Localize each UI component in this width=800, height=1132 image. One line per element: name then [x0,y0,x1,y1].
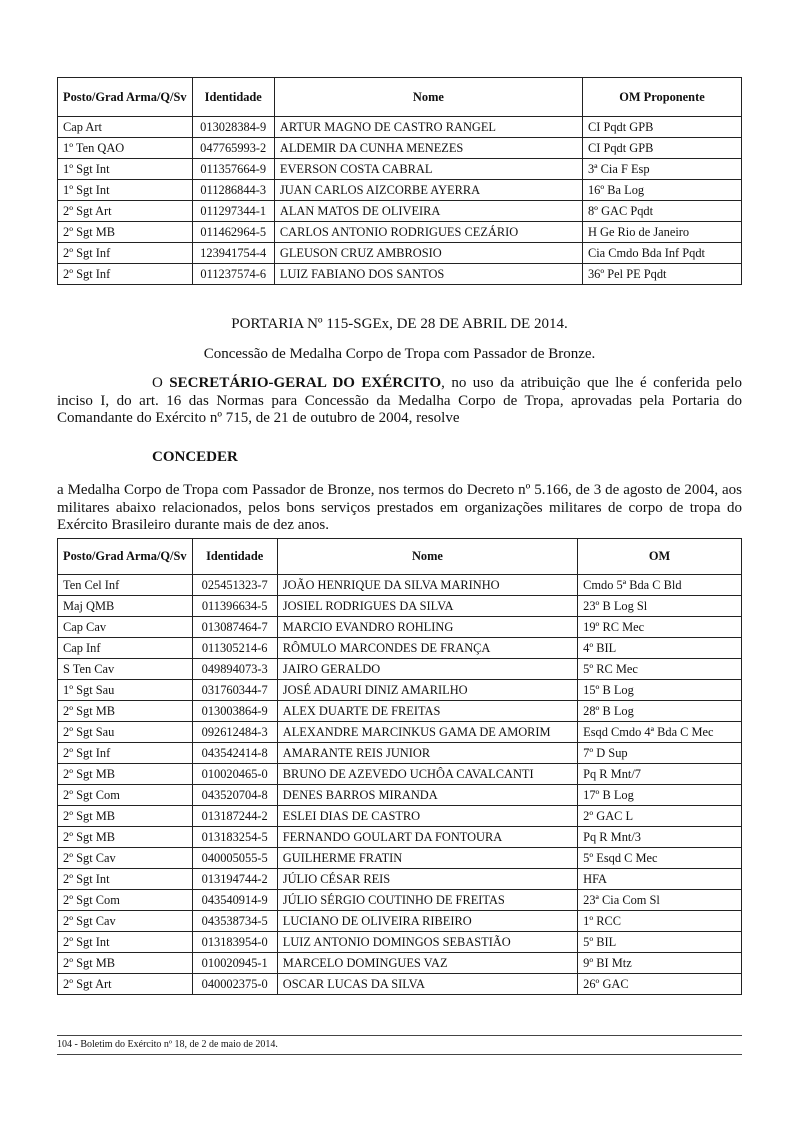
table-row [58,264,742,285]
recipients-table [57,538,742,995]
cell-identidade: 040005055-5 [192,848,277,869]
cell-identidade: 010020465-0 [192,764,277,785]
cell-nome: JUAN CARLOS AIZCORBE AYERRA [274,180,582,201]
table-row [58,974,742,995]
cell-identidade: 011305214-6 [192,638,277,659]
col-header-posto: Posto/Grad Arma/Q/Sv [58,78,193,117]
table-row [58,701,742,722]
cell-identidade: 049894073-3 [192,659,277,680]
cell-om: 7º D Sup [578,743,742,764]
cell-om: 2º GAC L [578,806,742,827]
cell-nome: LUIZ FABIANO DOS SANTOS [274,264,582,285]
cell-om: 5º RC Mec [578,659,742,680]
table-row [58,201,742,222]
table-row [58,953,742,974]
table-row [58,659,742,680]
cell-nome: OSCAR LUCAS DA SILVA [277,974,577,995]
cell-nome: FERNANDO GOULART DA FONTOURA [277,827,577,848]
table-row [58,138,742,159]
cell-identidade: 043540914-9 [192,890,277,911]
table-row [58,575,742,596]
cell-posto: 1º Sgt Int [58,180,193,201]
cell-identidade: 013187244-2 [192,806,277,827]
cell-posto: 1º Sgt Int [58,159,193,180]
table-row [58,932,742,953]
cell-identidade: 011357664-9 [192,159,274,180]
cell-posto: Ten Cel Inf [58,575,193,596]
col-header-nome: Nome [277,539,577,575]
cell-posto: Cap Art [58,117,193,138]
table-row [58,180,742,201]
cell-identidade: 013183954-0 [192,932,277,953]
cell-identidade: 031760344-7 [192,680,277,701]
intro-prefix: O [152,375,170,391]
intro-rest: , no uso da atribuição que lhe é conferida pelo inciso I, do art. 16 das Normas para Concessão da Medalha Corpo de Tropa, aprovadas pela Portaria do Comandante do Exército nº 715, de 21 de outubro de 2004, resolve [57,375,743,426]
cell-om: 23º B Log Sl [578,596,742,617]
table-row [58,638,742,659]
cell-om: CI Pqdt GPB [582,117,741,138]
cell-nome: ALDEMIR DA CUNHA MENEZES [274,138,582,159]
cell-identidade: 013087464-7 [192,617,277,638]
cell-nome: JOÃO HENRIQUE DA SILVA MARINHO [277,575,577,596]
cell-om: 8º GAC Pqdt [582,201,741,222]
col-header-om-proponente: OM Proponente [582,78,741,117]
cell-identidade: 013003864-9 [192,701,277,722]
cell-posto: 2º Sgt MB [58,222,193,243]
cell-om: H Ge Rio de Janeiro [582,222,741,243]
cell-om: Pq R Mnt/3 [578,827,742,848]
cell-nome: ARTUR MAGNO DE CASTRO RANGEL [274,117,582,138]
conceder-heading: CONCEDER [152,449,238,465]
cell-om: 9º BI Mtz [578,953,742,974]
cell-posto: 2º Sgt Sau [58,722,193,743]
cell-identidade: 043520704-8 [192,785,277,806]
table-row [58,222,742,243]
cell-identidade: 011396634-5 [192,596,277,617]
cell-om: 5º Esqd C Mec [578,848,742,869]
cell-nome: RÔMULO MARCONDES DE FRANÇA [277,638,577,659]
cell-nome: CARLOS ANTONIO RODRIGUES CEZÁRIO [274,222,582,243]
cell-om: 4º BIL [578,638,742,659]
cell-posto: 2º Sgt Cav [58,848,193,869]
cell-om: 26º GAC [578,974,742,995]
cell-om: 3ª Cia F Esp [582,159,741,180]
cell-nome: JAIRO GERALDO [277,659,577,680]
cell-nome: JOSÉ ADAURI DINIZ AMARILHO [277,680,577,701]
table-header-row [58,539,742,575]
cell-om: Cia Cmdo Bda Inf Pqdt [582,243,741,264]
cell-identidade: 010020945-1 [192,953,277,974]
table-header-row [58,78,742,117]
table-row [58,764,742,785]
footer-text: 104 - Boletim do Exército nº 18, de 2 de maio de 2014. [57,1039,278,1050]
table-row [58,743,742,764]
cell-nome: JÚLIO SÉRGIO COUTINHO DE FREITAS [277,890,577,911]
cell-identidade: 123941754-4 [192,243,274,264]
cell-nome: ALEX DUARTE DE FREITAS [277,701,577,722]
col-header-identidade: Identidade [192,78,274,117]
cell-posto: 2º Sgt MB [58,827,193,848]
table-row [58,848,742,869]
cell-posto: 2º Sgt MB [58,806,193,827]
table-row [58,722,742,743]
cell-posto: 2º Sgt Cav [58,911,193,932]
table-row [58,596,742,617]
cell-posto: 2º Sgt MB [58,764,193,785]
table-body [58,575,742,995]
table-row [58,243,742,264]
portaria-subtitle: Concessão de Medalha Corpo de Tropa com Passador de Bronze. [203,346,596,362]
col-header-posto: Posto/Grad Arma/Q/Sv [58,539,193,575]
cell-nome: ALEXANDRE MARCINKUS GAMA DE AMORIM [277,722,577,743]
table-row [58,680,742,701]
cell-identidade: 013183254-5 [192,827,277,848]
cell-om: Esqd Cmdo 4ª Bda C Mec [578,722,742,743]
cell-identidade: 011286844-3 [192,180,274,201]
cell-nome: GUILHERME FRATIN [277,848,577,869]
table-row [58,869,742,890]
table-row [58,617,742,638]
cell-posto: 2º Sgt Inf [58,243,193,264]
cell-posto: 2º Sgt MB [58,701,193,722]
cell-identidade: 040002375-0 [192,974,277,995]
cell-om: 28º B Log [578,701,742,722]
cell-om: 16º Ba Log [582,180,741,201]
cell-nome: ESLEI DIAS DE CASTRO [277,806,577,827]
cell-nome: GLEUSON CRUZ AMBROSIO [274,243,582,264]
cell-om: 23ª Cia Com Sl [578,890,742,911]
cell-posto: 1º Ten QAO [58,138,193,159]
cell-nome: EVERSON COSTA CABRAL [274,159,582,180]
cell-posto: 2º Sgt Inf [58,264,193,285]
cell-om: CI Pqdt GPB [582,138,741,159]
cell-posto: 2º Sgt MB [58,953,193,974]
cell-posto: 2º Sgt Inf [58,743,193,764]
footer-divider-bottom [57,1054,742,1055]
cell-om: 36º Pel PE Pqdt [582,264,741,285]
portaria-title: PORTARIA Nº 115-SGEx, DE 28 DE ABRIL DE 2014. [231,316,568,332]
cell-nome: LUCIANO DE OLIVEIRA RIBEIRO [277,911,577,932]
cell-identidade: 011462964-5 [192,222,274,243]
cell-posto: 2º Sgt Art [58,201,193,222]
proposal-table [57,77,742,285]
cell-posto: Cap Cav [58,617,193,638]
cell-identidade: 092612484-3 [192,722,277,743]
intro-authority: SECRETÁRIO-GERAL DO EXÉRCITO [169,375,442,391]
cell-nome: BRUNO DE AZEVEDO UCHÔA CAVALCANTI [277,764,577,785]
cell-om: 15º B Log [578,680,742,701]
cell-posto: 2º Sgt Art [58,974,193,995]
cell-om: 5º BIL [578,932,742,953]
cell-identidade: 043538734-5 [192,911,277,932]
cell-om: Cmdo 5ª Bda C Bld [578,575,742,596]
table-row [58,785,742,806]
cell-nome: JÚLIO CÉSAR REIS [277,869,577,890]
cell-om: 1º RCC [578,911,742,932]
cell-posto: S Ten Cav [58,659,193,680]
portaria-body: a Medalha Corpo de Tropa com Passador de Bronze, nos termos do Decreto nº 5.166, de 3 de agosto de 2004, aos militares abaixo relacionados, pelos bons serviços prestados em organizações militares de corpo de tropa do Exército Brasileiro durante mais de dez anos. [57,482,742,533]
portaria-intro [57,375,742,428]
cell-posto: Cap Inf [58,638,193,659]
cell-posto: 2º Sgt Com [58,890,193,911]
table-row [58,806,742,827]
cell-om: HFA [578,869,742,890]
cell-identidade: 013028384-9 [192,117,274,138]
cell-posto: 1º Sgt Sau [58,680,193,701]
cell-nome: AMARANTE REIS JUNIOR [277,743,577,764]
cell-identidade: 013194744-2 [192,869,277,890]
col-header-identidade: Identidade [192,539,277,575]
table-row [58,890,742,911]
cell-nome: MARCELO DOMINGUES VAZ [277,953,577,974]
cell-nome: JOSIEL RODRIGUES DA SILVA [277,596,577,617]
cell-posto: 2º Sgt Int [58,869,193,890]
cell-posto: Maj QMB [58,596,193,617]
cell-identidade: 047765993-2 [192,138,274,159]
cell-identidade: 043542414-8 [192,743,277,764]
table-row [58,117,742,138]
cell-posto: 2º Sgt Com [58,785,193,806]
cell-om: 19º RC Mec [578,617,742,638]
cell-identidade: 025451323-7 [192,575,277,596]
cell-identidade: 011237574-6 [192,264,274,285]
cell-posto: 2º Sgt Int [58,932,193,953]
col-header-nome: Nome [274,78,582,117]
table-body [58,117,742,285]
cell-nome: LUIZ ANTONIO DOMINGOS SEBASTIÃO [277,932,577,953]
cell-nome: MARCIO EVANDRO ROHLING [277,617,577,638]
table-row [58,159,742,180]
col-header-om: OM [578,539,742,575]
cell-nome: ALAN MATOS DE OLIVEIRA [274,201,582,222]
cell-om: Pq R Mnt/7 [578,764,742,785]
cell-nome: DENES BARROS MIRANDA [277,785,577,806]
table-row [58,911,742,932]
cell-identidade: 011297344-1 [192,201,274,222]
footer-divider-top [57,1035,742,1036]
table-row [58,827,742,848]
cell-om: 17º B Log [578,785,742,806]
